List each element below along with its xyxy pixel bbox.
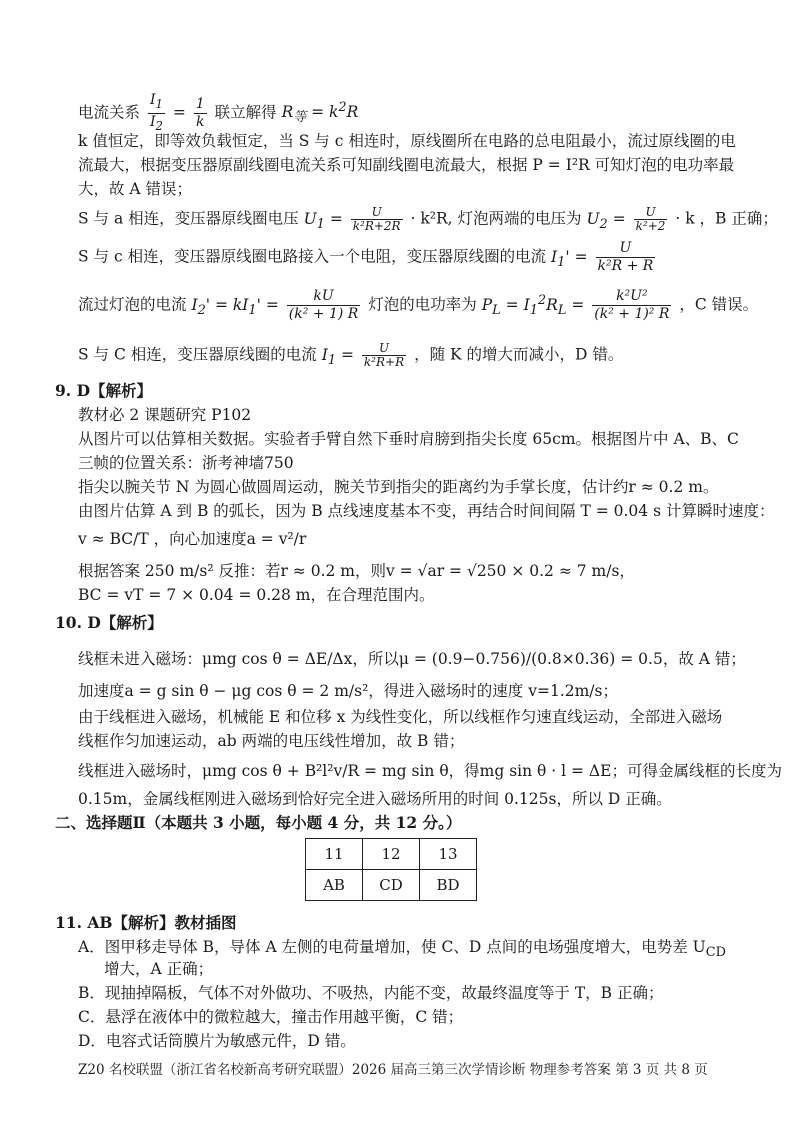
q11-line: B．现抽掉隔板，气体不对外做功、不吸热，内能不变，故最终温度等于 T，B 正确； — [78, 984, 664, 1002]
table-answer-cell: AB — [306, 870, 363, 901]
q11-line: D．电容式话筒膜片为敏感元件，D 错。 — [78, 1032, 356, 1050]
table-answer-cell: CD — [363, 870, 420, 901]
current-relation-line: 电流关系 $\frac{I_1}{I_2}$ = $\frac{1}{k}$ 联立解得 $R_等 = k^2R$ — [78, 92, 359, 133]
paragraph-line: 流最大，根据变压器原副线圈电流关系可知副线圈电流最大，根据 P = I²R 可知灯泡的电功率最 — [78, 156, 735, 174]
q9-line: 由图片估算 A 到 B 的弧长，因为 B 点线速度基本不变，再结合时间间隔 T = 0.04 s 计算瞬时速度： — [78, 502, 775, 520]
paragraph-line: 大，故 A 错误； — [78, 180, 193, 198]
q9-line: 指尖以腕关节 N 为圆心做圆周运动，腕关节到指尖的距离约为手掌长度，估计约r ≈ 0.2 m。 — [78, 478, 719, 496]
section-2-heading: 二、选择题Ⅱ（本题共 3 小题，每小题 4 分，共 12 分。） — [55, 813, 462, 832]
question-10-heading: 10. D【解析】 — [55, 613, 163, 632]
s-a-line: S 与 a 相连，变压器原线圈电压 $U_1$ = $\frac{U}{\text{k²R+2R}}$ · k²R, 灯泡两端的电压为 $U_2$ = $\frac{U}{\text{k²+2}}$ · k ，B 正确； — [78, 205, 778, 233]
page-footer: Z20 名校联盟（浙江省名校新高考研究联盟）2026 届高三第三次学情诊断 物理参考答案 第 3 页 共 8 页 — [78, 1062, 708, 1078]
q10-line: 加速度a = g sin θ − μg cos θ = 2 m/s²，得进入磁场时的速度 v=1.2m/s； — [78, 682, 618, 700]
q10-line: 由于线框进入磁场，机械能 E 和位移 x 为线性变化，所以线框作匀速直线运动，全部进入磁场 — [78, 708, 723, 726]
q10-line: 线框进入磁场时，μmg cos θ + B²l²v/R = mg sin θ，得mg sin θ · l = ΔE；可得金属线框的长度为 — [78, 762, 782, 780]
text-current-relation: 电流关系 — [78, 103, 141, 122]
s-C-line: S 与 C 相连，变压器原线圈的电流 $I_1$ = $\frac{U}{\text{k²R+R}}$ ，随 K 的增大而减小，D 错。 — [78, 341, 624, 369]
table-header-cell: 12 — [363, 839, 420, 870]
q11-line: 增大，A 正确； — [104, 960, 214, 978]
question-9-heading: 9. D【解析】 — [55, 381, 153, 400]
q10-line: 线框作匀加速运动，ab 两端的电压线性增加，故 B 错； — [78, 732, 465, 750]
q11-line: C．悬浮在液体中的微粒越大，撞击作用越平衡，C 错； — [78, 1008, 464, 1026]
q9-line: 从图片可以估算相关数据。实验者手臂自然下垂时肩膀到指尖长度 65cm。根据图片中 A、B、C — [78, 430, 739, 448]
q9-line: BC = vT = 7 × 0.04 = 0.28 m，在合理范围内。 — [78, 586, 435, 604]
table-answer-cell: BD — [420, 870, 477, 901]
q9-line: 三帧的位置关系：浙考神墙750 — [78, 454, 294, 472]
lamp-current-line: 流过灯泡的电流 $I_2' = kI_1'$ = $\frac{kU}{\text{(k² + 1) R}}$ 灯泡的电功率为 $P_L = I_1^2R_L$ = $\frac{\text{k²U²}}{\text{(k² + 1)² R}}$ ，C 错误。 — [78, 288, 759, 322]
text-solve: 联立解得 — [214, 103, 277, 122]
q9-line: v ≈ BC/T ，向心加速度a = v²/r — [78, 530, 307, 548]
table-header-cell: 13 — [420, 839, 477, 870]
q11-line-a: A．图甲移走导体 B，导体 A 左侧的电荷量增加，使 C、D 点间的电场强度增大，电势差 $U_{CD}$ — [78, 938, 726, 961]
q10-line: 0.15m，金属线框刚进入磁场到恰好完全进入磁场所用的时间 0.125s，所以 D 正确。 — [78, 790, 672, 808]
question-11-heading: 11. AB【解析】教材插图 — [55, 913, 237, 932]
s-c-line: S 与 c 相连，变压器原线圈电路接入一个电阻，变压器原线圈的电流 $I_1'$ = $\frac{U}{\text{k²R + R}}$ — [78, 240, 654, 274]
q9-line: 教材必 2 课题研究 P102 — [78, 406, 252, 424]
q10-line: 线框未进入磁场：μmg cos θ = ΔE/Δx，所以μ = (0.9−0.756)/(0.8×0.36) = 0.5，故 A 错； — [78, 650, 746, 668]
q9-line: 根据答案 250 m/s² 反推：若r ≈ 0.2 m，则v = √ar = √250 × 0.2 ≈ 7 m/s， — [78, 562, 635, 580]
answer-table — [305, 838, 477, 901]
paragraph-line: k 值恒定，即等效负载恒定，当 S 与 c 相连时，原线圈所在电路的总电阻最小，流过原线圈的电 — [78, 132, 736, 150]
table-header-cell: 11 — [306, 839, 363, 870]
